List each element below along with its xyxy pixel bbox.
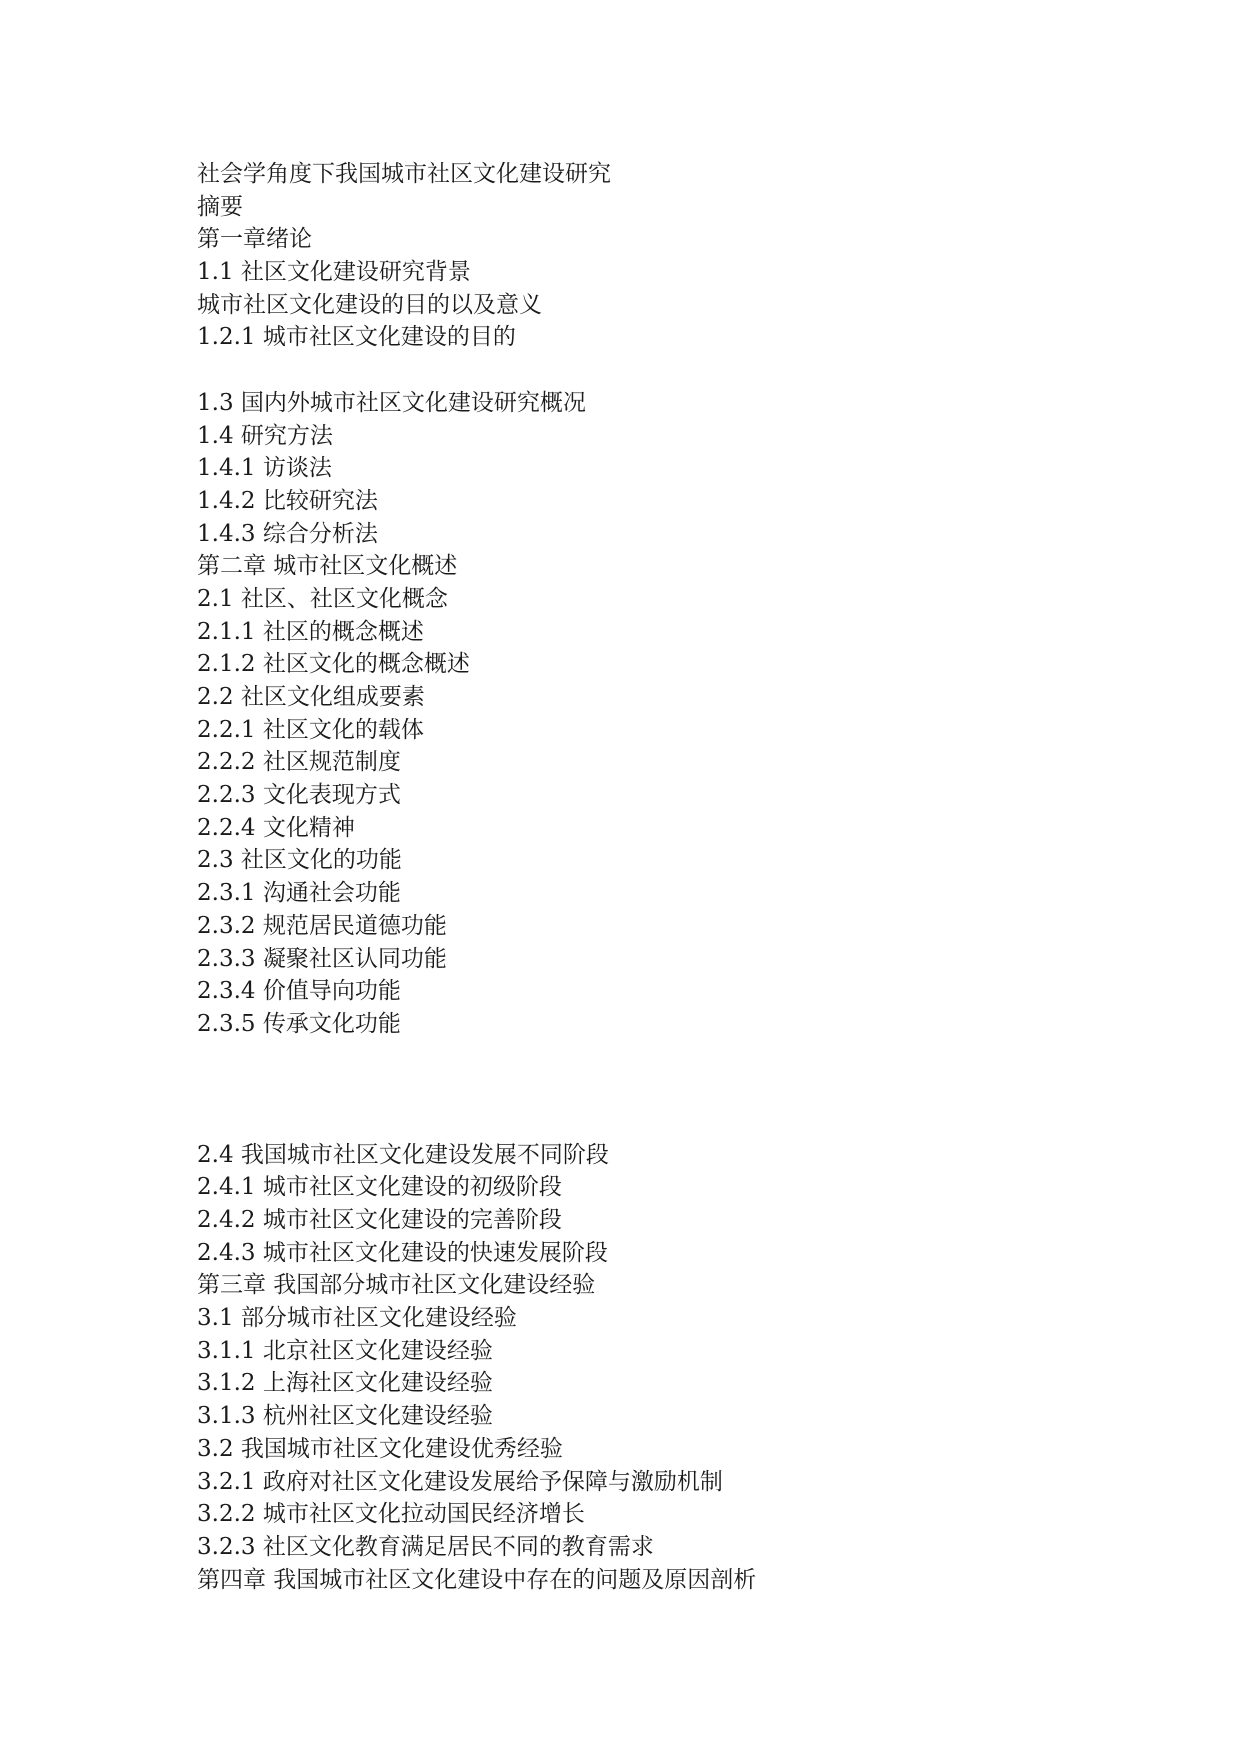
toc-item: 2.4.1 城市社区文化建设的初级阶段 bbox=[197, 1174, 562, 1201]
toc-item: 城市社区文化建设的目的以及意义 bbox=[197, 291, 542, 318]
toc-item: 第一章绪论 bbox=[197, 226, 312, 253]
toc-item: 1.2.1 城市社区文化建设的目的 bbox=[197, 324, 516, 351]
toc-item: 3.1.1 北京社区文化建设经验 bbox=[197, 1337, 493, 1364]
toc-item: 2.2.2 社区规范制度 bbox=[197, 749, 401, 776]
toc-item: 1.4.2 比较研究法 bbox=[197, 487, 378, 514]
toc-item: 3.2.1 政府对社区文化建设发展给予保障与激励机制 bbox=[197, 1468, 723, 1495]
toc-item: 2.3.2 规范居民道德功能 bbox=[197, 912, 447, 939]
toc-item: 1.4 研究方法 bbox=[197, 422, 333, 449]
toc-item: 2.2.4 文化精神 bbox=[197, 814, 355, 841]
toc-item: 2.2 社区文化组成要素 bbox=[197, 684, 425, 710]
toc-item: 第二章 城市社区文化概述 bbox=[197, 553, 458, 580]
toc-item: 2.4 我国城市社区文化建设发展不同阶段 bbox=[197, 1141, 609, 1168]
toc-item: 3.2 我国城市社区文化建设优秀经验 bbox=[197, 1435, 563, 1462]
toc-item: 第四章 我国城市社区文化建设中存在的问题及原因剖析 bbox=[197, 1566, 757, 1593]
toc-item: 1.3 国内外城市社区文化建设研究概况 bbox=[197, 389, 586, 416]
toc-item: 3.1.3 杭州社区文化建设经验 bbox=[197, 1403, 493, 1430]
toc-item: 摘要 bbox=[197, 193, 243, 220]
toc-item: 2.1 社区、社区文化概念 bbox=[197, 585, 448, 612]
toc-item: 2.1.1 社区的概念概述 bbox=[197, 618, 424, 645]
toc-item: 3.2.3 社区文化教育满足居民不同的教育需求 bbox=[197, 1533, 654, 1560]
toc-item: 1.1 社区文化建设研究背景 bbox=[197, 259, 471, 286]
document-title: 社会学角度下我国城市社区文化建设研究 bbox=[197, 161, 611, 187]
toc-item: 3.1 部分城市社区文化建设经验 bbox=[197, 1305, 517, 1332]
toc-item: 2.4.2 城市社区文化建设的完善阶段 bbox=[197, 1207, 562, 1234]
toc-item: 2.3 社区文化的功能 bbox=[197, 847, 402, 874]
toc-item: 2.4.3 城市社区文化建设的快速发展阶段 bbox=[197, 1239, 608, 1266]
toc-item: 2.3.5 传承文化功能 bbox=[197, 1010, 401, 1037]
toc-item: 2.2.3 文化表现方式 bbox=[197, 782, 401, 809]
toc-item: 3.2.2 城市社区文化拉动国民经济增长 bbox=[197, 1501, 585, 1528]
toc-item: 2.3.1 沟通社会功能 bbox=[197, 880, 401, 907]
toc-item: 3.1.2 上海社区文化建设经验 bbox=[197, 1370, 493, 1397]
toc-item: 2.1.2 社区文化的概念概述 bbox=[197, 651, 470, 678]
table-of-contents bbox=[197, 158, 1097, 1596]
toc-item: 1.4.1 访谈法 bbox=[197, 455, 332, 482]
toc-item: 2.3.3 凝聚社区认同功能 bbox=[197, 945, 447, 972]
toc-item: 1.4.3 综合分析法 bbox=[197, 520, 378, 547]
toc-item: 2.3.4 价值导向功能 bbox=[197, 978, 401, 1005]
toc-item: 2.2.1 社区文化的载体 bbox=[197, 716, 424, 743]
toc-item: 第三章 我国部分城市社区文化建设经验 bbox=[197, 1272, 596, 1299]
